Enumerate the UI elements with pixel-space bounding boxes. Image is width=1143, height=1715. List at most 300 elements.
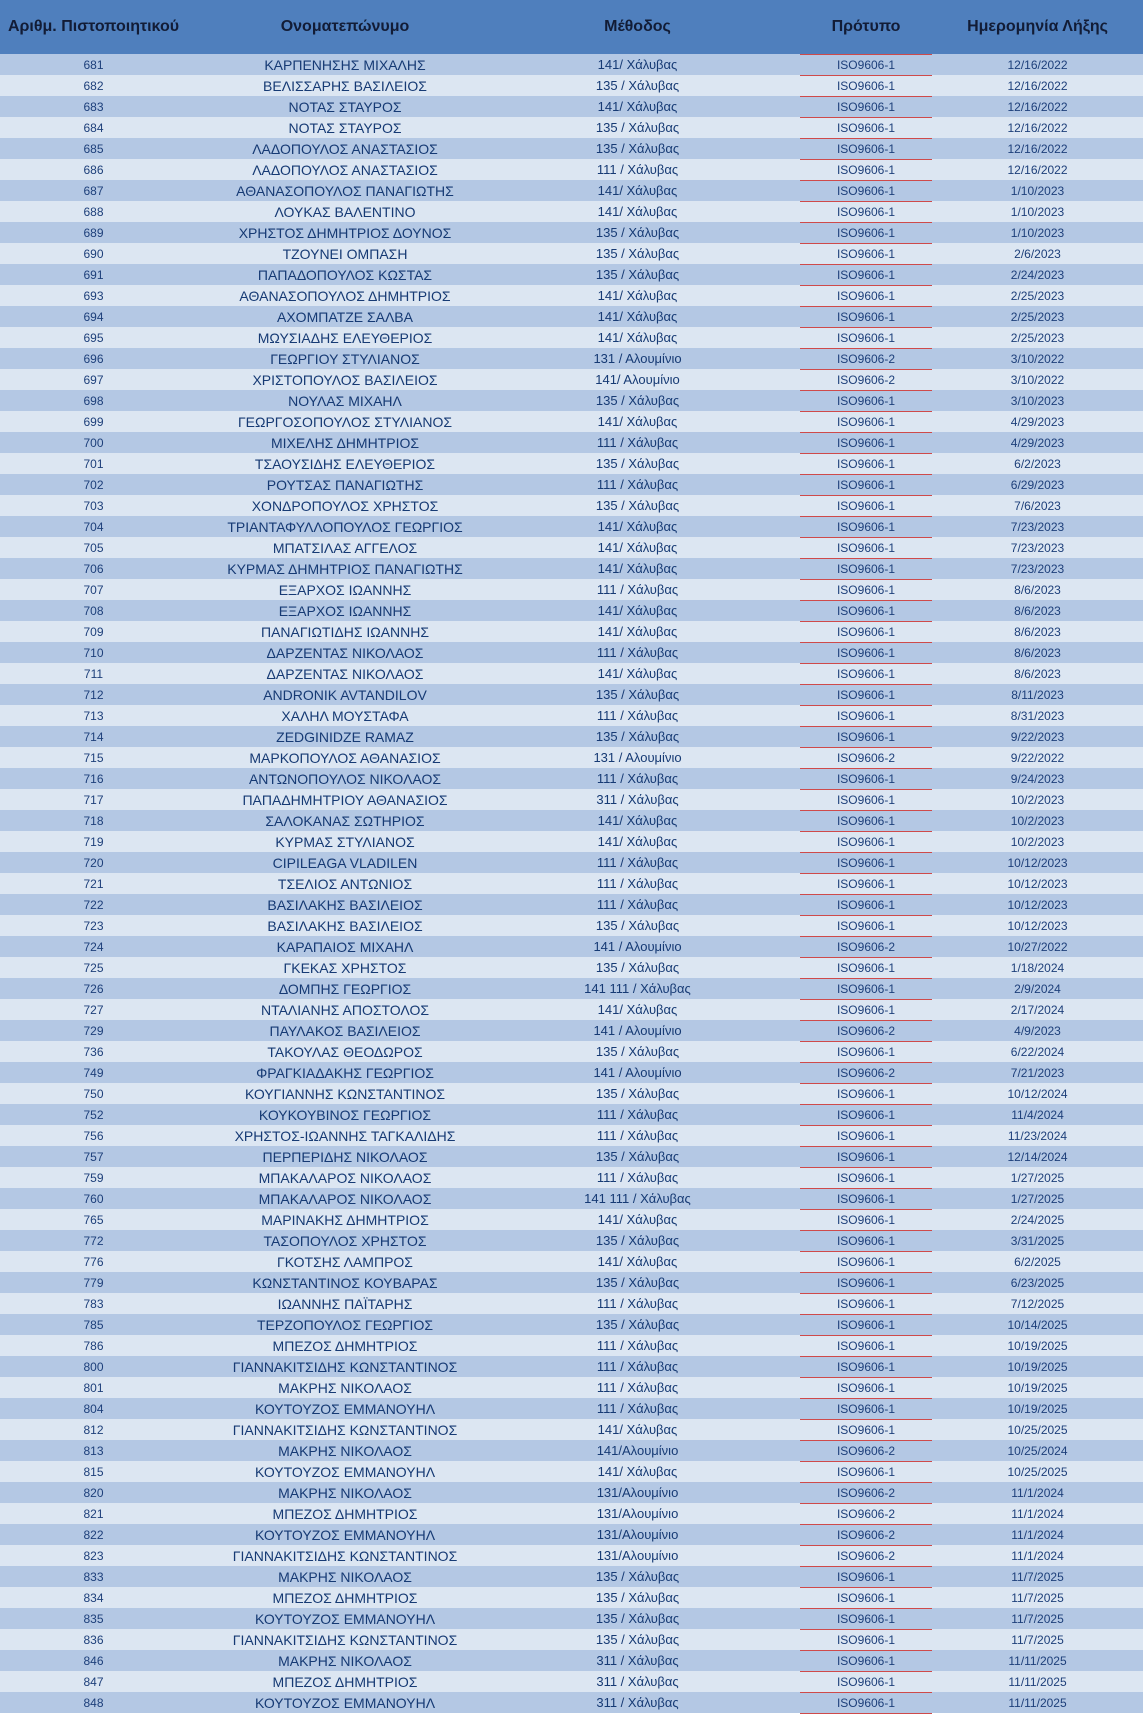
method-cell: 135 / Χάλυβας bbox=[595, 686, 680, 702]
method-cell: 311 / Χάλυβας bbox=[596, 1694, 679, 1710]
method-cell: 141/ Χάλυβας bbox=[597, 329, 678, 345]
header-expiry-date: Ημερομηνία Λήξης bbox=[967, 18, 1108, 35]
expiry-date-cell: 9/22/2022 bbox=[1010, 750, 1065, 765]
table-row bbox=[0, 1104, 1143, 1125]
name-cell: ΜΑΚΡΗΣ ΝΙΚΟΛΑΟΣ bbox=[278, 1379, 412, 1396]
expiry-date-cell: 10/2/2023 bbox=[1010, 813, 1065, 828]
method-cell: 141/ Χάλυβας bbox=[597, 665, 678, 681]
standard-cell: ISO9606-1 bbox=[800, 642, 932, 663]
table-row bbox=[0, 726, 1143, 747]
method-cell: 311 / Χάλυβας bbox=[596, 1652, 679, 1668]
standard-cell: ISO9606-1 bbox=[800, 432, 932, 453]
cert-number-cell: 713 bbox=[83, 708, 104, 723]
name-cell: ΚΥΡΜΑΣ ΣΤΥΛΙΑΝΟΣ bbox=[275, 833, 415, 850]
expiry-date-cell: 12/16/2022 bbox=[1007, 57, 1068, 72]
expiry-date-cell: 2/24/2025 bbox=[1010, 1212, 1065, 1227]
table-row bbox=[0, 96, 1143, 117]
table-row bbox=[0, 159, 1143, 180]
table-row bbox=[0, 1083, 1143, 1104]
method-cell: 141 111 / Χάλυβας bbox=[584, 980, 691, 996]
standard-cell: ISO9606-1 bbox=[800, 978, 932, 999]
expiry-date-cell: 8/31/2023 bbox=[1010, 708, 1065, 723]
cert-number-cell: 835 bbox=[83, 1611, 104, 1626]
standard-cell: ISO9606-2 bbox=[800, 369, 932, 390]
name-cell: ΓΙΑΝΝΑΚΙΤΣΙΔΗΣ ΚΩΝΣΤΑΝΤΙΝΟΣ bbox=[232, 1421, 458, 1438]
cert-number-cell: 752 bbox=[83, 1107, 104, 1122]
table-row bbox=[0, 390, 1143, 411]
table-row bbox=[0, 1377, 1143, 1398]
cert-number-cell: 756 bbox=[83, 1128, 104, 1143]
method-cell: 131 / Αλουμίνιο bbox=[593, 350, 682, 366]
name-cell: ΜΠΕΖΟΣ ΔΗΜΗΤΡΙΟΣ bbox=[272, 1505, 418, 1522]
table-row bbox=[0, 264, 1143, 285]
expiry-date-cell: 11/1/2024 bbox=[1011, 1527, 1064, 1542]
standard-cell: ISO9606-1 bbox=[800, 285, 932, 306]
name-cell: ΔΟΜΠΗΣ ΓΕΩΡΓΙΟΣ bbox=[278, 980, 412, 997]
expiry-date-cell: 10/27/2022 bbox=[1007, 939, 1068, 954]
table-row bbox=[0, 558, 1143, 579]
name-cell: ΚΟΥΤΟΥΖΟΣ ΕΜΜΑΝΟΥΗΛ bbox=[254, 1463, 436, 1480]
table-row bbox=[0, 1062, 1143, 1083]
name-cell: ΑΘΑΝΑΣΟΠΟΥΛΟΣ ΔΗΜΗΤΡΙΟΣ bbox=[239, 287, 451, 304]
method-cell: 141/ Χάλυβας bbox=[597, 1421, 678, 1437]
method-cell: 141/ Χάλυβας bbox=[597, 287, 678, 303]
table-row bbox=[0, 1524, 1143, 1545]
cert-number-cell: 772 bbox=[83, 1233, 104, 1248]
expiry-date-cell: 2/25/2023 bbox=[1010, 309, 1065, 324]
cert-number-cell: 715 bbox=[83, 750, 104, 765]
header-cert-number: Αριθμ. Πιστοποιητικού bbox=[7, 18, 180, 35]
name-cell: ΝΟΤΑΣ ΣΤΑΥΡΟΣ bbox=[288, 98, 402, 115]
expiry-date-cell: 7/6/2023 bbox=[1014, 498, 1061, 513]
name-cell: ΜΠΕΖΟΣ ΔΗΜΗΤΡΙΟΣ bbox=[272, 1673, 418, 1690]
name-cell: ΜΙΧΕΛΗΣ ΔΗΜΗΤΡΙΟΣ bbox=[270, 434, 420, 451]
name-cell: ΜΠΑΚΑΛΑΡΟΣ ΝΙΚΟΛΑΟΣ bbox=[258, 1169, 432, 1186]
cert-number-cell: 710 bbox=[83, 645, 104, 660]
name-cell: ΡΟΥΤΣΑΣ ΠΑΝΑΓΙΩΤΗΣ bbox=[266, 476, 424, 493]
table-row bbox=[0, 1629, 1143, 1650]
cert-number-cell: 709 bbox=[83, 624, 104, 639]
cert-number-cell: 685 bbox=[83, 141, 104, 156]
cert-number-cell: 750 bbox=[83, 1086, 104, 1101]
cert-number-cell: 776 bbox=[83, 1254, 104, 1269]
method-cell: 135 / Χάλυβας bbox=[595, 224, 680, 240]
expiry-date-cell: 3/31/2025 bbox=[1010, 1233, 1065, 1248]
name-cell: ΤΖΟΥΝΕΙ ΟΜΠΑΣΗ bbox=[282, 245, 408, 262]
standard-cell: ISO9606-1 bbox=[800, 411, 932, 432]
table-row bbox=[0, 705, 1143, 726]
expiry-date-cell: 7/12/2025 bbox=[1010, 1296, 1065, 1311]
cert-number-cell: 820 bbox=[83, 1485, 104, 1500]
standard-cell: ISO9606-1 bbox=[800, 726, 932, 747]
standard-cell: ISO9606-1 bbox=[800, 390, 932, 411]
table-row bbox=[0, 789, 1143, 810]
expiry-date-cell: 1/18/2024 bbox=[1010, 960, 1065, 975]
table-row bbox=[0, 1020, 1143, 1041]
expiry-date-cell: 7/21/2023 bbox=[1010, 1065, 1065, 1080]
standard-cell: ISO9606-1 bbox=[800, 1692, 932, 1713]
expiry-date-cell: 6/2/2025 bbox=[1014, 1254, 1061, 1269]
table-row bbox=[0, 117, 1143, 138]
table-row bbox=[0, 852, 1143, 873]
expiry-date-cell: 1/10/2023 bbox=[1010, 225, 1065, 240]
cert-number-cell: 785 bbox=[83, 1317, 104, 1332]
method-cell: 141/ Χάλυβας bbox=[597, 1001, 678, 1017]
name-cell: ΓΚΕΚΑΣ ΧΡΗΣΤΟΣ bbox=[283, 959, 407, 976]
table-row bbox=[0, 1503, 1143, 1524]
cert-number-cell: 705 bbox=[83, 540, 104, 555]
cert-number-cell: 708 bbox=[83, 603, 104, 618]
expiry-date-cell: 12/16/2022 bbox=[1007, 162, 1068, 177]
expiry-date-cell: 8/6/2023 bbox=[1014, 603, 1061, 618]
standard-cell: ISO9606-1 bbox=[800, 1083, 932, 1104]
cert-number-cell: 757 bbox=[83, 1149, 104, 1164]
standard-cell: ISO9606-1 bbox=[800, 159, 932, 180]
table-row bbox=[0, 894, 1143, 915]
expiry-date-cell: 11/7/2025 bbox=[1011, 1590, 1064, 1605]
method-cell: 141/Αλουμίνιο bbox=[596, 1442, 679, 1458]
name-cell: ΜΑΚΡΗΣ ΝΙΚΟΛΑΟΣ bbox=[278, 1442, 412, 1459]
name-cell: ΜΑΚΡΗΣ ΝΙΚΟΛΑΟΣ bbox=[278, 1484, 412, 1501]
standard-cell: ISO9606-1 bbox=[800, 1314, 932, 1335]
cert-number-cell: 703 bbox=[83, 498, 104, 513]
table-row bbox=[0, 957, 1143, 978]
method-cell: 111 / Χάλυβας bbox=[596, 161, 679, 177]
expiry-date-cell: 1/10/2023 bbox=[1010, 204, 1065, 219]
cert-number-cell: 801 bbox=[83, 1380, 104, 1395]
cert-number-cell: 698 bbox=[83, 393, 104, 408]
cert-number-cell: 800 bbox=[83, 1359, 104, 1374]
standard-cell: ISO9606-1 bbox=[800, 810, 932, 831]
cert-number-cell: 691 bbox=[83, 267, 104, 282]
cert-number-cell: 822 bbox=[83, 1527, 104, 1542]
method-cell: 111 / Χάλυβας bbox=[596, 434, 679, 450]
expiry-date-cell: 10/19/2025 bbox=[1007, 1401, 1068, 1416]
table-row bbox=[0, 285, 1143, 306]
name-cell: ΜΠΑΚΑΛΑΡΟΣ ΝΙΚΟΛΑΟΣ bbox=[258, 1190, 432, 1207]
name-cell: ΚΟΥΓΙΑΝΝΗΣ ΚΩΝΣΤΑΝΤΙΝΟΣ bbox=[244, 1085, 446, 1102]
method-cell: 141/ Χάλυβας bbox=[597, 1463, 678, 1479]
cert-number-cell: 701 bbox=[83, 456, 104, 471]
header-row bbox=[0, 0, 1143, 54]
cert-number-cell: 702 bbox=[83, 477, 104, 492]
method-cell: 141/ Χάλυβας bbox=[597, 518, 678, 534]
table-row bbox=[0, 1125, 1143, 1146]
standard-cell: ISO9606-2 bbox=[800, 1062, 932, 1083]
method-cell: 111 / Χάλυβας bbox=[596, 1127, 679, 1143]
table-row bbox=[0, 1293, 1143, 1314]
standard-cell: ISO9606-1 bbox=[800, 327, 932, 348]
cert-number-cell: 760 bbox=[83, 1191, 104, 1206]
expiry-date-cell: 2/9/2024 bbox=[1014, 981, 1061, 996]
cert-number-cell: 707 bbox=[83, 582, 104, 597]
cert-number-cell: 695 bbox=[83, 330, 104, 345]
standard-cell: ISO9606-1 bbox=[800, 1167, 932, 1188]
table-row bbox=[0, 1461, 1143, 1482]
name-cell: ΦΡΑΓΚΙΑΔΑΚΗΣ ΓΕΩΡΓΙΟΣ bbox=[256, 1064, 434, 1081]
name-cell: ΜΑΡΚΟΠΟΥΛΟΣ ΑΘΑΝΑΣΙΟΣ bbox=[249, 749, 441, 766]
table-row bbox=[0, 180, 1143, 201]
expiry-date-cell: 11/4/2024 bbox=[1011, 1107, 1064, 1122]
table-row bbox=[0, 873, 1143, 894]
standard-cell: ISO9606-1 bbox=[800, 306, 932, 327]
table-row bbox=[0, 1692, 1143, 1713]
method-cell: 111 / Χάλυβας bbox=[596, 581, 679, 597]
table-row bbox=[0, 810, 1143, 831]
cert-number-cell: 834 bbox=[83, 1590, 104, 1605]
method-cell: 135 / Χάλυβας bbox=[595, 1043, 680, 1059]
name-cell: ANDRONIK AVTANDILOV bbox=[263, 686, 427, 703]
method-cell: 135 / Χάλυβας bbox=[595, 728, 680, 744]
name-cell: ΚΑΡΑΠΑΙΟΣ ΜΙΧΑΗΛ bbox=[276, 938, 414, 955]
expiry-date-cell: 2/24/2023 bbox=[1010, 267, 1065, 282]
expiry-date-cell: 10/19/2025 bbox=[1007, 1338, 1068, 1353]
table-row bbox=[0, 495, 1143, 516]
table-row bbox=[0, 138, 1143, 159]
method-cell: 141/ Χάλυβας bbox=[597, 1253, 678, 1269]
cert-number-cell: 687 bbox=[83, 183, 104, 198]
cert-number-cell: 721 bbox=[83, 876, 104, 891]
expiry-date-cell: 10/12/2023 bbox=[1007, 876, 1068, 891]
expiry-date-cell: 6/2/2023 bbox=[1014, 456, 1061, 471]
standard-cell: ISO9606-1 bbox=[800, 453, 932, 474]
name-cell: ΚΥΡΜΑΣ ΔΗΜΗΤΡΙΟΣ ΠΑΝΑΓΙΩΤΗΣ bbox=[227, 560, 463, 577]
standard-cell: ISO9606-1 bbox=[800, 1104, 932, 1125]
name-cell: ΜΠΑΤΣΙΛΑΣ ΑΓΓΕΛΟΣ bbox=[272, 539, 418, 556]
standard-cell: ISO9606-1 bbox=[800, 1041, 932, 1062]
table-row bbox=[0, 243, 1143, 264]
name-cell: ΜΑΡΙΝΑΚΗΣ ΔΗΜΗΤΡΙΟΣ bbox=[261, 1211, 429, 1228]
standard-cell: ISO9606-1 bbox=[800, 54, 932, 75]
method-cell: 135 / Χάλυβας bbox=[595, 245, 680, 261]
name-cell: ΧΡΙΣΤΟΠΟΥΛΟΣ ΒΑΣΙΛΕΙΟΣ bbox=[252, 371, 438, 388]
standard-cell: ISO9606-1 bbox=[800, 789, 932, 810]
name-cell: ΚΟΥΤΟΥΖΟΣ ΕΜΜΑΝΟΥΗΛ bbox=[254, 1526, 436, 1543]
method-cell: 141/ Χάλυβας bbox=[597, 812, 678, 828]
method-cell: 311 / Χάλυβας bbox=[596, 791, 679, 807]
table-row bbox=[0, 1398, 1143, 1419]
table-row bbox=[0, 1587, 1143, 1608]
table-row bbox=[0, 432, 1143, 453]
expiry-date-cell: 4/29/2023 bbox=[1010, 435, 1065, 450]
name-cell: ΔΑΡΖΕΝΤΑΣ ΝΙΚΟΛΑΟΣ bbox=[266, 665, 424, 682]
method-cell: 141/ Χάλυβας bbox=[597, 539, 678, 555]
standard-cell: ISO9606-1 bbox=[800, 222, 932, 243]
expiry-date-cell: 8/6/2023 bbox=[1014, 624, 1061, 639]
cert-number-cell: 722 bbox=[83, 897, 104, 912]
name-cell: ΠΕΡΠΕΡΙΔΗΣ ΝΙΚΟΛΑΟΣ bbox=[262, 1148, 428, 1165]
method-cell: 135 / Χάλυβας bbox=[595, 497, 680, 513]
method-cell: 135 / Χάλυβας bbox=[595, 959, 680, 975]
expiry-date-cell: 3/10/2023 bbox=[1010, 393, 1065, 408]
cert-number-cell: 725 bbox=[83, 960, 104, 975]
method-cell: 141/ Χάλυβας bbox=[597, 182, 678, 198]
cert-number-cell: 706 bbox=[83, 561, 104, 576]
name-cell: ΝΤΑΛΙΑΝΗΣ ΑΠΟΣΤΟΛΟΣ bbox=[260, 1001, 430, 1018]
method-cell: 141/ Χάλυβας bbox=[597, 413, 678, 429]
standard-cell: ISO9606-1 bbox=[800, 1356, 932, 1377]
expiry-date-cell: 7/23/2023 bbox=[1010, 561, 1065, 576]
standard-cell: ISO9606-1 bbox=[800, 1188, 932, 1209]
method-cell: 135 / Χάλυβας bbox=[595, 1610, 680, 1626]
method-cell: 111 / Χάλυβας bbox=[596, 1400, 679, 1416]
expiry-date-cell: 3/10/2022 bbox=[1010, 351, 1065, 366]
name-cell: ΑΧΟΜΠΑΤΖΕ ΣΑΛΒΑ bbox=[277, 308, 413, 325]
table-row bbox=[0, 1209, 1143, 1230]
expiry-date-cell: 1/27/2025 bbox=[1010, 1191, 1065, 1206]
cert-number-cell: 717 bbox=[83, 792, 104, 807]
name-cell: ΤΑΚΟΥΛΑΣ ΘΕΟΔΩΡΟΣ bbox=[267, 1043, 423, 1060]
expiry-date-cell: 11/11/2025 bbox=[1008, 1695, 1067, 1710]
cert-number-cell: 765 bbox=[83, 1212, 104, 1227]
method-cell: 135 / Χάλυβας bbox=[595, 1085, 680, 1101]
name-cell: ΝΟΥΛΑΣ ΜΙΧΑΗΛ bbox=[288, 392, 402, 409]
name-cell: ΜΑΚΡΗΣ ΝΙΚΟΛΑΟΣ bbox=[278, 1652, 412, 1669]
name-cell: ZEDGINIDZE RAMAZ bbox=[276, 728, 414, 745]
name-cell: ΚΩΝΣΤΑΝΤΙΝΟΣ ΚΟΥΒΑΡΑΣ bbox=[252, 1274, 438, 1291]
standard-cell: ISO9606-1 bbox=[800, 516, 932, 537]
expiry-date-cell: 12/16/2022 bbox=[1007, 99, 1068, 114]
cert-number-cell: 815 bbox=[83, 1464, 104, 1479]
table-row bbox=[0, 579, 1143, 600]
expiry-date-cell: 9/24/2023 bbox=[1010, 771, 1065, 786]
name-cell: ΓΕΩΡΓΙΟΥ ΣΤΥΛΙΑΝΟΣ bbox=[270, 350, 420, 367]
cert-number-cell: 686 bbox=[83, 162, 104, 177]
cert-number-cell: 823 bbox=[83, 1548, 104, 1563]
method-cell: 111 / Χάλυβας bbox=[596, 875, 679, 891]
table-row bbox=[0, 1608, 1143, 1629]
cert-number-cell: 683 bbox=[83, 99, 104, 114]
method-cell: 135 / Χάλυβας bbox=[595, 1631, 680, 1647]
method-cell: 141 / Αλουμίνιο bbox=[593, 1022, 682, 1038]
expiry-date-cell: 4/29/2023 bbox=[1010, 414, 1065, 429]
name-cell: ΝΟΤΑΣ ΣΤΑΥΡΟΣ bbox=[288, 119, 402, 136]
standard-cell: ISO9606-1 bbox=[800, 1587, 932, 1608]
name-cell: ΔΑΡΖΕΝΤΑΣ ΝΙΚΟΛΑΟΣ bbox=[266, 644, 424, 661]
table-row bbox=[0, 1356, 1143, 1377]
cert-number-cell: 786 bbox=[83, 1338, 104, 1353]
name-cell: ΛΑΔΟΠΟΥΛΟΣ ΑΝΑΣΤΑΣΙΟΣ bbox=[252, 140, 438, 157]
table-row bbox=[0, 54, 1143, 75]
method-cell: 135 / Χάλυβας bbox=[595, 1274, 680, 1290]
method-cell: 111 / Χάλυβας bbox=[596, 1106, 679, 1122]
standard-cell: ISO9606-1 bbox=[800, 1335, 932, 1356]
method-cell: 135 / Χάλυβας bbox=[595, 917, 680, 933]
method-cell: 111 / Χάλυβας bbox=[596, 1358, 679, 1374]
method-cell: 131/Αλουμίνιο bbox=[596, 1526, 679, 1542]
name-cell: ΓΙΑΝΝΑΚΙΤΣΙΔΗΣ ΚΩΝΣΤΑΝΤΙΝΟΣ bbox=[232, 1358, 458, 1375]
standard-cell: ISO9606-1 bbox=[800, 957, 932, 978]
expiry-date-cell: 4/9/2023 bbox=[1014, 1023, 1061, 1038]
name-cell: ΕΞΑΡΧΟΣ ΙΩΑΝΝΗΣ bbox=[278, 581, 412, 598]
method-cell: 311 / Χάλυβας bbox=[596, 1673, 679, 1689]
standard-cell: ISO9606-1 bbox=[800, 537, 932, 558]
table-row bbox=[0, 915, 1143, 936]
table-row bbox=[0, 1545, 1143, 1566]
expiry-date-cell: 7/23/2023 bbox=[1010, 540, 1065, 555]
name-cell: ΤΣΕΛΙΟΣ ΑΝΤΩΝΙΟΣ bbox=[277, 875, 413, 892]
table-row bbox=[0, 306, 1143, 327]
expiry-date-cell: 1/10/2023 bbox=[1010, 183, 1065, 198]
method-cell: 111 / Χάλυβας bbox=[596, 1337, 679, 1353]
standard-cell: ISO9606-1 bbox=[800, 684, 932, 705]
name-cell: ΤΣΑΟΥΣΙΔΗΣ ΕΛΕΥΘΕΡΙΟΣ bbox=[254, 455, 436, 472]
method-cell: 135 / Χάλυβας bbox=[595, 1568, 680, 1584]
cert-number-cell: 729 bbox=[83, 1023, 104, 1038]
cert-number-cell: 718 bbox=[83, 813, 104, 828]
table-row bbox=[0, 348, 1143, 369]
cert-number-cell: 846 bbox=[83, 1653, 104, 1668]
method-cell: 141/ Αλουμίνιο bbox=[595, 371, 680, 387]
standard-cell: ISO9606-1 bbox=[800, 1272, 932, 1293]
cert-number-cell: 833 bbox=[83, 1569, 104, 1584]
table-row bbox=[0, 768, 1143, 789]
expiry-date-cell: 6/29/2023 bbox=[1010, 477, 1065, 492]
name-cell: ΜΩΥΣΙΑΔΗΣ ΕΛΕΥΘΕΡΙΟΣ bbox=[257, 329, 433, 346]
cert-number-cell: 694 bbox=[83, 309, 104, 324]
table-row bbox=[0, 516, 1143, 537]
table-row bbox=[0, 1146, 1143, 1167]
name-cell: ΜΑΚΡΗΣ ΝΙΚΟΛΑΟΣ bbox=[278, 1568, 412, 1585]
name-cell: ΤΕΡΖΟΠΟΥΛΟΣ ΓΕΩΡΓΙΟΣ bbox=[256, 1316, 433, 1333]
standard-cell: ISO9606-2 bbox=[800, 1503, 932, 1524]
cert-number-cell: 720 bbox=[83, 855, 104, 870]
cert-number-cell: 682 bbox=[83, 78, 104, 93]
standard-cell: ISO9606-1 bbox=[800, 831, 932, 852]
standard-cell: ISO9606-1 bbox=[800, 1650, 932, 1671]
standard-cell: ISO9606-1 bbox=[800, 1230, 932, 1251]
standard-cell: ISO9606-1 bbox=[800, 768, 932, 789]
expiry-date-cell: 1/27/2025 bbox=[1010, 1170, 1065, 1185]
name-cell: ΧΟΝΔΡΟΠΟΥΛΟΣ ΧΡΗΣΤΟΣ bbox=[251, 497, 439, 514]
method-cell: 135 / Χάλυβας bbox=[595, 140, 680, 156]
expiry-date-cell: 11/7/2025 bbox=[1011, 1611, 1064, 1626]
expiry-date-cell: 10/12/2023 bbox=[1007, 897, 1068, 912]
expiry-date-cell: 10/2/2023 bbox=[1010, 792, 1065, 807]
expiry-date-cell: 2/25/2023 bbox=[1010, 288, 1065, 303]
method-cell: 141/ Χάλυβας bbox=[597, 98, 678, 114]
standard-cell: ISO9606-1 bbox=[800, 117, 932, 138]
cert-number-cell: 783 bbox=[83, 1296, 104, 1311]
cert-number-cell: 836 bbox=[83, 1632, 104, 1647]
table-row bbox=[0, 978, 1143, 999]
expiry-date-cell: 12/16/2022 bbox=[1007, 120, 1068, 135]
standard-cell: ISO9606-1 bbox=[800, 579, 932, 600]
method-cell: 131/Αλουμίνιο bbox=[596, 1505, 679, 1521]
name-cell: ΓΕΩΡΓΟΣΟΠΟΥΛΟΣ ΣΤΥΛΙΑΝΟΣ bbox=[237, 413, 453, 430]
table-row bbox=[0, 222, 1143, 243]
table-row bbox=[0, 453, 1143, 474]
name-cell: ΚΟΥΚΟΥΒΙΝΟΣ ΓΕΩΡΓΙΟΣ bbox=[258, 1106, 432, 1123]
standard-cell: ISO9606-2 bbox=[800, 747, 932, 768]
expiry-date-cell: 10/19/2025 bbox=[1007, 1359, 1068, 1374]
table-row bbox=[0, 75, 1143, 96]
cert-number-cell: 714 bbox=[83, 729, 104, 744]
table-row bbox=[0, 201, 1143, 222]
name-cell: ΜΠΕΖΟΣ ΔΗΜΗΤΡΙΟΣ bbox=[272, 1337, 418, 1354]
method-cell: 141 / Αλουμίνιο bbox=[593, 938, 682, 954]
method-cell: 141/ Χάλυβας bbox=[597, 203, 678, 219]
cert-number-cell: 736 bbox=[83, 1044, 104, 1059]
expiry-date-cell: 6/22/2024 bbox=[1010, 1044, 1065, 1059]
cert-number-cell: 697 bbox=[83, 372, 104, 387]
name-cell: ΜΠΕΖΟΣ ΔΗΜΗΤΡΙΟΣ bbox=[272, 1589, 418, 1606]
method-cell: 135 / Χάλυβας bbox=[595, 1148, 680, 1164]
expiry-date-cell: 12/16/2022 bbox=[1007, 141, 1068, 156]
table-body bbox=[0, 54, 1143, 1713]
standard-cell: ISO9606-1 bbox=[800, 894, 932, 915]
standard-cell: ISO9606-2 bbox=[800, 1020, 932, 1041]
